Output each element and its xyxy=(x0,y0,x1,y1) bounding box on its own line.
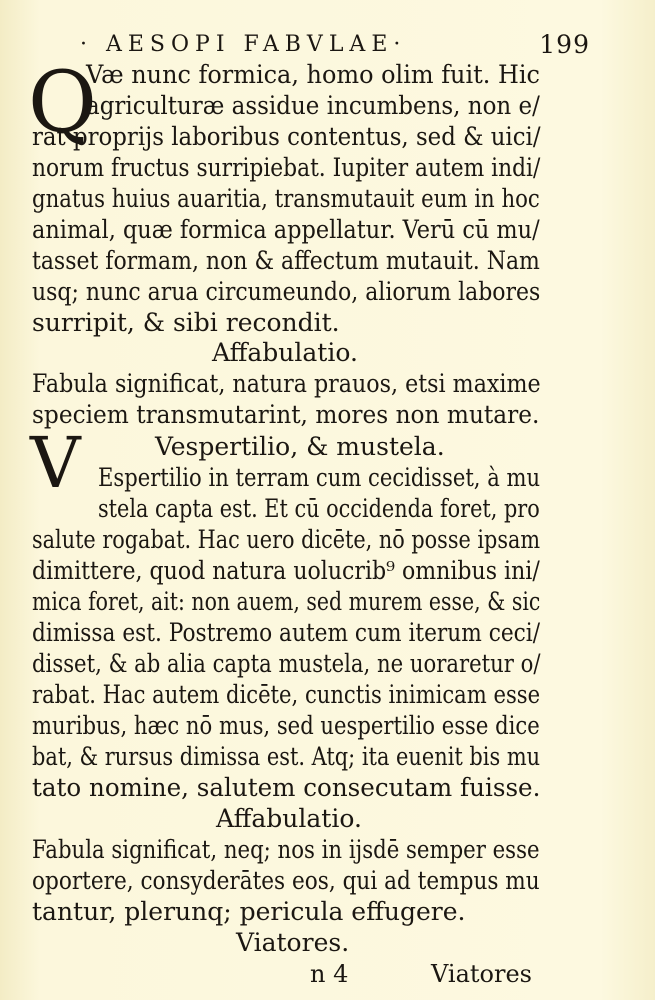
text-line: agriculturæ assidue incumbens, non e/ xyxy=(86,91,540,120)
text-line: dimittere, quod natura uolucrib⁹ omnibus ini/ xyxy=(32,556,540,585)
moral-line: oportere, consyderātes eos, qui ad tempus mu xyxy=(32,866,540,895)
text-line: dimissa est. Postremo autem cum iterum ceci/ xyxy=(32,618,541,647)
text-line: Væ nunc formica, homo olim fuit. Hic xyxy=(86,60,540,89)
moral-heading: Affabulatio. xyxy=(212,338,358,367)
catchword: Viatores xyxy=(431,960,532,988)
moral-line: Fabula significat, natura prauos, etsi maxime xyxy=(32,369,541,398)
text-line: muribus, hæc nō mus, sed uespertilio esse dice xyxy=(32,711,540,740)
text-line: gnatus huius auaritia, transmutauit eum in hoc xyxy=(32,184,540,213)
text-line: rat proprijs laboribus contentus, sed & uici/ xyxy=(32,122,541,151)
moral-line: Fabula significat, neq; nos in ijsdē semper esse xyxy=(32,835,540,864)
text-line: animal, quæ formica appellatur. Verū cū mu/ xyxy=(32,215,540,244)
text-line: surripit, & sibi recondit. xyxy=(32,308,340,337)
text-line: salute rogabat. Hac uero dicēte, nō posse ipsam xyxy=(32,525,541,554)
text-line: stela capta est. Et cū occidenda foret, pro xyxy=(98,494,540,523)
fable-title: Viatores. xyxy=(236,928,350,957)
page-header xyxy=(30,30,590,62)
text-line: usq; nunc arua circumeundo, aliorum labores xyxy=(32,277,541,306)
text-line: norum fructus surripiebat. Iupiter autem indi/ xyxy=(32,153,541,182)
moral-line: speciem transmutarint, mores non mutare. xyxy=(32,400,540,429)
page-number: 199 xyxy=(539,30,590,59)
text-line: disset, & ab alia capta mustela, ne uoraretur o/ xyxy=(32,649,541,678)
moral-line: tantur, plerunq; pericula effugere. xyxy=(32,897,466,926)
text-line: tasset formam, non & affectum mutauit. Nam xyxy=(32,246,540,275)
text-line: Espertilio in terram cum cecidisset, à mu xyxy=(98,463,541,492)
text-line: mica foret, ait: non auem, sed murem esse, & sic xyxy=(32,587,541,616)
text-line: tato nomine, salutem consecutam fuisse. xyxy=(32,773,541,802)
moral-heading: Affabulatio. xyxy=(216,804,362,833)
running-title: · AESOPI FABVLAE· xyxy=(80,32,407,57)
signature-mark: n 4 xyxy=(310,960,349,988)
text-line: rabat. Hac autem dicēte, cunctis inimicam esse xyxy=(32,680,541,709)
fable-title: Vespertilio, & mustela. xyxy=(155,432,445,461)
text-line: bat, & rursus dimissa est. Atq; ita euenit bis mu xyxy=(32,742,541,771)
drop-cap-initial: Q xyxy=(28,53,97,151)
drop-cap-initial: V xyxy=(30,422,81,504)
